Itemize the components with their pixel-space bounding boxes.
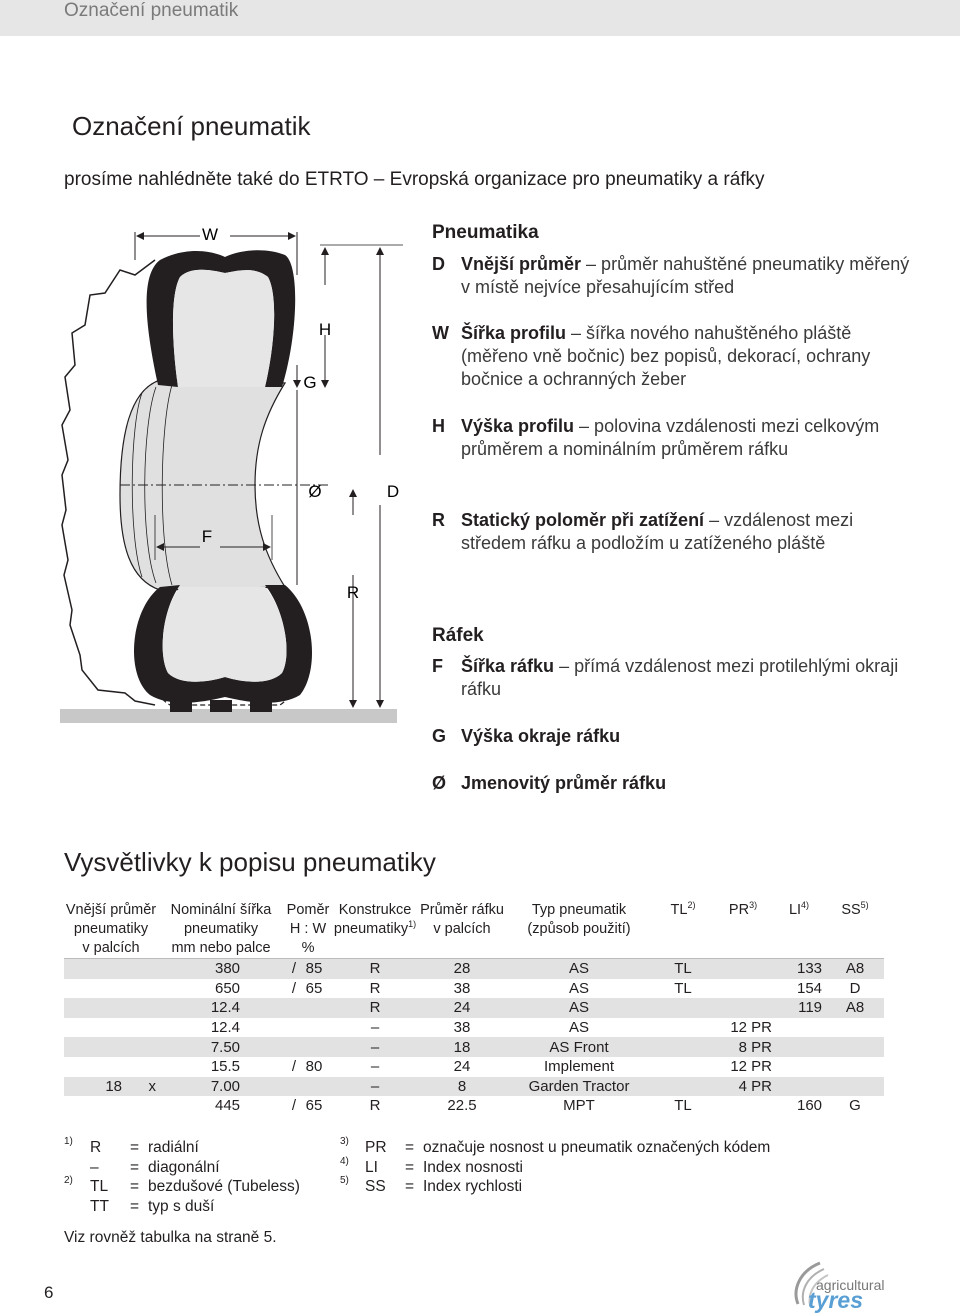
- cell-ratio: 85: [296, 959, 332, 979]
- footnote-5-marker: 5): [340, 1175, 349, 1186]
- note-eq: =: [405, 1178, 415, 1195]
- cell-li: 119: [772, 998, 826, 1018]
- agricultural-tyres-logo: [790, 1255, 900, 1311]
- cell-outer: [64, 1018, 122, 1038]
- cell-ratio: 65: [305, 1097, 323, 1115]
- footnote-3-marker: 3): [340, 1136, 349, 1147]
- cell-pr: [714, 998, 772, 1018]
- cell-ss: A8: [826, 998, 884, 1018]
- table-row: [64, 1077, 884, 1097]
- tyre-cross-section-diagram: [60, 215, 405, 725]
- cell-ratio: [296, 1077, 332, 1097]
- col-header-tl: TL$^{2)}$: [652, 899, 714, 959]
- cell-outer: [64, 1037, 122, 1057]
- col-header-construction: Konstrukce pneumatiky$^{1)}$: [332, 899, 418, 959]
- cell-width: 380: [158, 959, 284, 979]
- cell-tl: TL: [652, 959, 714, 979]
- table-row: [64, 1018, 884, 1038]
- header-bar: [0, 0, 960, 36]
- cell-ss: A8: [826, 959, 884, 979]
- note-eq: =: [130, 1178, 140, 1195]
- note-text: Index rychlosti: [423, 1178, 523, 1195]
- legend-title: Vysvětlivky k popisu pneumatiky: [64, 847, 436, 877]
- page-number: 6: [44, 1283, 54, 1302]
- def-rim-diameter: Ø Jmenovitý průměr ráfku: [432, 773, 667, 793]
- cell-x: [122, 998, 158, 1018]
- note-abbr: PR: [365, 1139, 387, 1156]
- def-d: D Vnější průměr – průměr nahuštěné pneumatiky měřený v místě nejvíce přesahujícím střed: [432, 254, 910, 297]
- def-h: H Výška profilu – polovina vzdálenosti mezi celkovým průměrem a nominálním průměrem ráfku: [432, 416, 880, 459]
- note-abbr: LI: [365, 1158, 378, 1176]
- cell-constr: –: [370, 1058, 380, 1076]
- cell-slash: [284, 998, 296, 1018]
- cell-outer: [64, 979, 122, 999]
- cell-pr: 12 PR: [730, 1058, 773, 1076]
- cell-rim: 8: [418, 1077, 506, 1097]
- cell-tl: [652, 1037, 714, 1057]
- cell-type: AS Front: [506, 1037, 652, 1057]
- def-r: R Statický poloměr při zatížení – vzdálenost mezi středem ráfku a podložím u zatíženého pláště: [432, 510, 854, 553]
- cell-ss: [826, 1057, 884, 1077]
- logo-line2: tyres: [808, 1287, 863, 1313]
- cell-tl: TL: [674, 979, 692, 997]
- col-header-li: LI$^{4)}$: [772, 899, 826, 959]
- cell-ss: G: [849, 1097, 861, 1115]
- label-w: W: [201, 225, 219, 244]
- cell-slash: /: [284, 959, 296, 979]
- cell-type: AS: [506, 998, 652, 1018]
- note-abbr: –: [90, 1158, 99, 1176]
- cell-slash: [284, 1077, 296, 1097]
- label-rim-diameter: Ø: [308, 482, 322, 501]
- cell-constr: –: [370, 1019, 380, 1037]
- cell-x: [122, 1018, 158, 1038]
- cell-pr: [714, 979, 772, 999]
- header-section-title: Označení pneumatik: [64, 0, 239, 21]
- footnote-2-marker: 2): [64, 1175, 73, 1186]
- cell-x: [122, 1037, 158, 1057]
- page-title: Označení pneumatik: [72, 111, 311, 141]
- cell-slash: [284, 1018, 296, 1038]
- footnote-1-marker: 1): [64, 1136, 73, 1147]
- cell-li: [772, 1057, 826, 1077]
- label-g: G: [303, 373, 317, 392]
- cell-rim: 22.5: [447, 1097, 477, 1115]
- note-eq: =: [130, 1197, 140, 1215]
- col-header-rim: Průměr ráfku v palcích: [418, 899, 506, 959]
- col-header-outer: Vnější průměr pneumatiky v palcích: [64, 899, 158, 959]
- col-header-type: Typ pneumatik (způsob použití): [506, 899, 652, 959]
- rim-section-title: Ráfek: [432, 625, 484, 646]
- cell-rim: 18: [418, 1037, 506, 1057]
- cell-width: 650: [214, 979, 241, 997]
- note-abbr: SS: [365, 1178, 386, 1195]
- note-text: typ s duší: [148, 1197, 215, 1215]
- note-text: diagonální: [148, 1158, 220, 1176]
- label-h: H: [318, 320, 332, 339]
- note-eq: =: [405, 1139, 415, 1156]
- cell-constr: R: [332, 959, 418, 979]
- cell-pr: 8 PR: [714, 1037, 772, 1057]
- cell-type: Garden Tractor: [506, 1077, 652, 1097]
- cell-type: AS: [506, 959, 652, 979]
- col-header-ss: SS$^{5)}$: [826, 899, 884, 959]
- cell-ratio: [296, 1037, 332, 1057]
- note-text: bezdušové (Tubeless): [148, 1178, 300, 1195]
- note-abbr: TT: [90, 1197, 109, 1215]
- cell-li: 160: [796, 1097, 823, 1115]
- cell-x: [122, 1096, 158, 1116]
- table-row: [64, 1057, 884, 1077]
- note-abbr: R: [90, 1139, 102, 1156]
- cell-ss: [826, 1077, 884, 1097]
- cell-rim: 28: [418, 959, 506, 979]
- note-text: radiální: [148, 1139, 199, 1156]
- cell-type: MPT: [563, 1097, 595, 1115]
- def-f: F Šířka ráfku – přímá vzdálenost mezi protilehlými okraji ráfku: [432, 656, 899, 699]
- note-text: Index nosnosti: [423, 1158, 523, 1176]
- cell-tl: [652, 1018, 714, 1038]
- label-r: R: [346, 583, 360, 602]
- def-w: W Šířka profilu – šířka nového nahuštěného pláště (měřeno vně bočnic) bez popisů, dekorací, ochrany bočnice a ochranných žeber: [432, 323, 871, 389]
- cell-rim: 38: [453, 979, 471, 997]
- cell-ss: [826, 1037, 884, 1057]
- cell-slash: /: [291, 979, 297, 997]
- cell-slash: /: [291, 1058, 297, 1076]
- cell-outer: [64, 1057, 122, 1077]
- cell-x: x: [122, 1077, 158, 1097]
- cell-pr: [714, 959, 772, 979]
- cell-outer: 18: [64, 1077, 122, 1097]
- table-header-row: [64, 899, 884, 959]
- label-d: D: [386, 482, 400, 501]
- cell-ratio: [296, 1018, 332, 1038]
- cell-ss: [826, 1018, 884, 1038]
- cell-li: [772, 1018, 826, 1038]
- col-header-ratio: Poměr H : W %: [284, 899, 332, 959]
- cell-pr: [714, 1096, 772, 1116]
- cell-type: Implement: [544, 1058, 615, 1076]
- table-row: [64, 979, 884, 999]
- label-f: F: [201, 527, 213, 546]
- cell-x: [122, 959, 158, 979]
- intro-text: prosíme nahlédněte také do ETRTO – Evropská organizace pro pneumatiky a ráfky: [64, 169, 765, 190]
- col-header-width: Nominální šířka pneumatiky mm nebo palce: [158, 899, 284, 959]
- cell-li: [772, 1077, 826, 1097]
- cell-li: 154: [796, 979, 823, 997]
- cell-constr: R: [332, 998, 418, 1018]
- cell-tl: [652, 1077, 714, 1097]
- cell-rim: 24: [453, 1058, 471, 1076]
- cell-type: AS: [569, 979, 590, 997]
- cell-width: 445: [214, 1097, 241, 1115]
- cell-li: [772, 1037, 826, 1057]
- table-row: [64, 998, 884, 1018]
- cell-ratio: 65: [305, 979, 323, 997]
- cell-ratio: [296, 998, 332, 1018]
- cell-rim: 38: [453, 1019, 471, 1037]
- cell-x: [122, 979, 158, 999]
- table-row: [64, 1096, 884, 1116]
- cell-constr: R: [369, 979, 381, 997]
- cell-li: 133: [772, 959, 826, 979]
- table-row: [64, 959, 884, 979]
- cell-width: 15.5: [210, 1058, 241, 1076]
- cell-x: [122, 1057, 158, 1077]
- cell-outer: [64, 1096, 122, 1116]
- cell-pr: 4 PR: [714, 1077, 772, 1097]
- cell-tl: [652, 998, 714, 1018]
- cell-type: AS: [569, 1019, 590, 1037]
- cell-tl: TL: [674, 1097, 692, 1115]
- note-eq: =: [405, 1158, 415, 1176]
- cell-outer: [64, 998, 122, 1018]
- def-g: G Výška okraje ráfku: [432, 726, 621, 746]
- cell-constr: R: [369, 1097, 381, 1115]
- logo-line1: agricultural: [816, 1277, 885, 1293]
- cell-slash: /: [291, 1097, 297, 1115]
- cell-constr: –: [332, 1037, 418, 1057]
- footnote-4-marker: 4): [340, 1156, 349, 1167]
- note-abbr: TL: [90, 1178, 109, 1195]
- see-also-note: Viz rovněž tabulka na straně 5.: [64, 1229, 277, 1246]
- cell-constr: –: [332, 1077, 418, 1097]
- tyre-section-title: Pneumatika: [432, 222, 539, 243]
- cell-ratio: 80: [305, 1058, 323, 1076]
- note-eq: =: [130, 1158, 140, 1176]
- cell-outer: [64, 959, 122, 979]
- cell-pr: 12 PR: [730, 1019, 773, 1037]
- tyre-designation-table: [64, 899, 884, 1116]
- note-eq: =: [130, 1139, 140, 1156]
- cell-width: 12.4: [210, 1019, 241, 1037]
- cell-width: 12.4: [158, 998, 284, 1018]
- cell-tl: [652, 1057, 714, 1077]
- cell-ss: D: [849, 979, 861, 997]
- note-text: označuje nosnost u pneumatik označených kódem: [423, 1139, 771, 1156]
- col-header-pr: PR$^{3)}$: [714, 899, 772, 959]
- table-row: [64, 1037, 884, 1057]
- cell-slash: [284, 1037, 296, 1057]
- cell-width: 7.50: [158, 1037, 284, 1057]
- cell-rim: 24: [418, 998, 506, 1018]
- cell-width: 7.00: [158, 1077, 284, 1097]
